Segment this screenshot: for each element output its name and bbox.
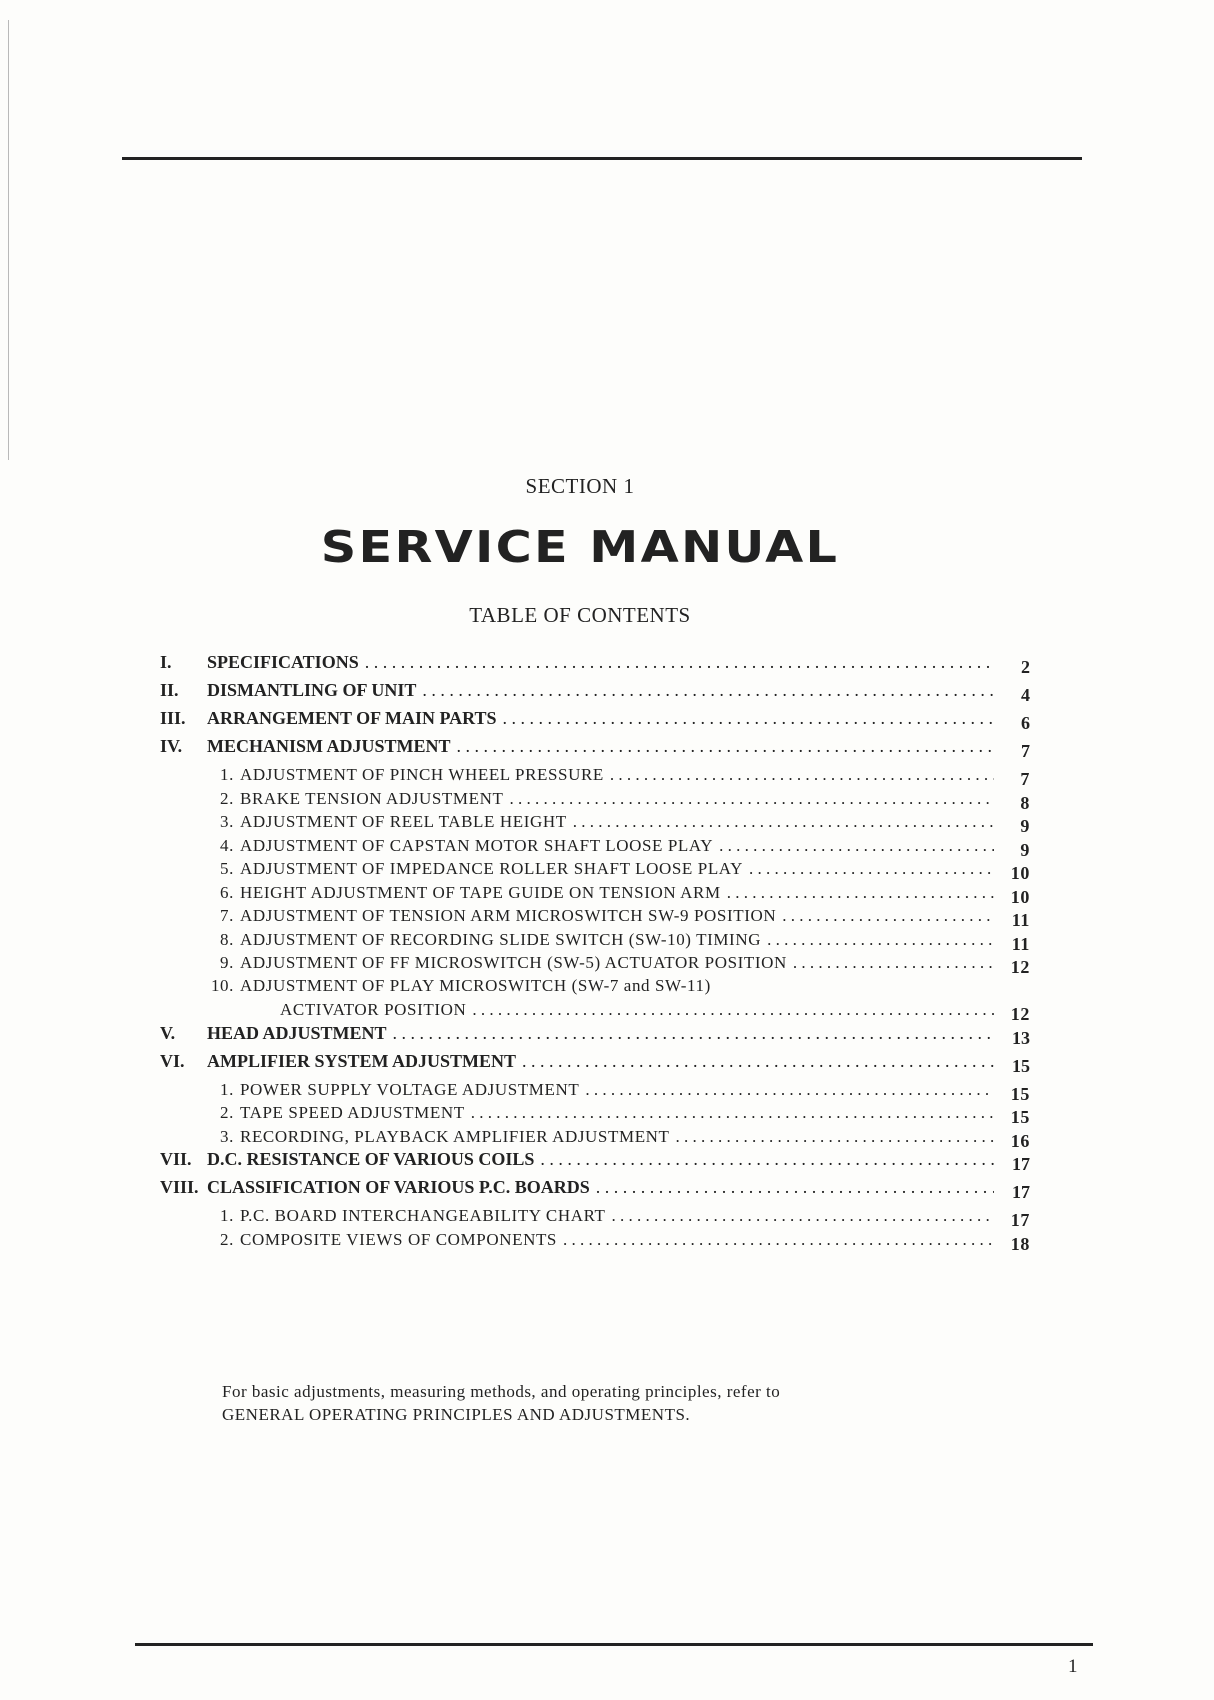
toc-subentry <box>160 764 1030 788</box>
toc-subentry-label: BRAKE TENSION ADJUSTMENT <box>240 788 504 808</box>
toc-subentry-continuation <box>160 999 1030 1023</box>
toc-subentry-label: ADJUSTMENT OF RECORDING SLIDE SWITCH (SW-10) TIMING <box>240 929 762 949</box>
toc-subentry-label: ADJUSTMENT OF CAPSTAN MOTOR SHAFT LOOSE PLAY <box>240 835 714 855</box>
top-rule <box>122 157 1082 160</box>
toc-subentry-page: 8 <box>1020 792 1030 813</box>
toc-heading: TABLE OF CONTENTS <box>469 603 691 627</box>
toc-subentry-page: 15 <box>1010 1107 1030 1127</box>
toc-entry-page: 2 <box>1021 657 1030 677</box>
page-number: 1 <box>1068 1656 1078 1677</box>
toc-subentry <box>160 835 1030 859</box>
toc-subentry-index: 1. <box>220 765 234 784</box>
toc-entry-label: MECHANISM ADJUSTMENT <box>207 736 451 756</box>
toc-subentry-page: 7 <box>1020 769 1030 789</box>
toc-leader-dots <box>365 652 994 673</box>
toc-entry <box>160 1149 1030 1177</box>
toc-subentry-page: 16 <box>1010 1130 1030 1151</box>
toc-subentry <box>160 1079 1030 1103</box>
toc-entry <box>160 1051 1030 1079</box>
reference-note-line-2: GENERAL OPERATING PRINCIPLES AND ADJUSTMENTS. <box>222 1405 691 1424</box>
toc-leader-dots <box>676 1127 994 1147</box>
toc-subentry-index: 3. <box>220 812 234 831</box>
toc-leader-dots <box>471 1103 994 1123</box>
reference-note-line-1: For basic adjustments, measuring methods, and operating principles, refer to <box>222 1382 781 1401</box>
toc-entry-page: 13 <box>1012 1027 1030 1048</box>
toc-entry-number: VII. <box>160 1149 192 1169</box>
toc-subentry-page: 10 <box>1010 863 1030 883</box>
toc-entry-page: 4 <box>1021 685 1030 705</box>
toc-leader-dots <box>509 789 994 809</box>
toc-entry-label: DISMANTLING OF UNIT <box>207 680 417 700</box>
toc-subentry-page: 12 <box>1010 957 1030 977</box>
toc-entry-number: VIII. <box>160 1177 199 1197</box>
toc-leader-dots <box>422 680 994 701</box>
toc-subentry-label: POWER SUPPLY VOLTAGE ADJUSTMENT <box>240 1079 580 1099</box>
toc-leader-dots <box>522 1051 994 1072</box>
toc-subentry-label: ADJUSTMENT OF PINCH WHEEL PRESSURE <box>240 765 604 784</box>
toc-entry-label: SPECIFICATIONS <box>207 652 359 672</box>
toc-subentry-label: RECORDING, PLAYBACK AMPLIFIER ADJUSTMENT <box>240 1126 670 1146</box>
toc-subentry-page: 15 <box>1010 1083 1030 1104</box>
toc-subentry <box>160 1229 1030 1253</box>
toc-subentry <box>160 1126 1030 1150</box>
section-label: SECTION 1 <box>525 474 635 498</box>
toc-subentry-page: 11 <box>1011 933 1030 954</box>
toc-subentry <box>160 811 1030 835</box>
toc-subentry <box>160 1205 1030 1229</box>
toc-entry-label: D.C. RESISTANCE OF VARIOUS COILS <box>207 1149 535 1169</box>
toc-entry <box>160 708 1030 736</box>
toc-leader-dots <box>585 1080 994 1100</box>
toc-entry-number: VI. <box>160 1050 185 1071</box>
toc-subentry-label: HEIGHT ADJUSTMENT OF TAPE GUIDE ON TENSION ARM <box>240 882 721 902</box>
toc-leader-dots <box>596 1177 994 1198</box>
toc-entry-number: I. <box>160 652 172 672</box>
toc-entry-page: 17 <box>1012 1154 1030 1174</box>
toc-entry-label: CLASSIFICATION OF VARIOUS P.C. BOARDS <box>207 1177 590 1197</box>
toc-entry-page: 6 <box>1021 713 1030 733</box>
toc-leader-dots <box>563 1230 994 1250</box>
toc-leader-dots <box>610 765 994 785</box>
toc-leader-dots <box>767 930 994 950</box>
toc-entry-number: III. <box>160 708 186 728</box>
toc-subentry-label: ADJUSTMENT OF TENSION ARM MICROSWITCH SW-9 POSITION <box>240 906 777 925</box>
toc-subentry-label: COMPOSITE VIEWS OF COMPONENTS <box>240 1229 557 1249</box>
toc-subentry-index: 1. <box>220 1206 234 1225</box>
table-of-contents <box>160 652 1030 1252</box>
toc-subentry-index: 5. <box>220 859 234 878</box>
toc-leader-dots <box>457 736 994 757</box>
toc-entry-label: AMPLIFIER SYSTEM ADJUSTMENT <box>207 1050 517 1071</box>
toc-leader-dots <box>503 708 994 729</box>
toc-entry-page: 17 <box>1012 1182 1030 1202</box>
toc-subentry-index: 9. <box>220 953 234 972</box>
toc-subentry-index: 8. <box>220 929 234 949</box>
toc-leader-dots <box>749 859 994 879</box>
reference-note <box>222 1380 780 1426</box>
document-title: SERVICE MANUAL <box>320 522 840 573</box>
toc-subentry-index: 1. <box>220 1079 234 1099</box>
toc-subentry-page: 9 <box>1020 816 1030 836</box>
toc-subentry-index: 6. <box>220 882 234 902</box>
toc-leader-dots <box>793 953 994 973</box>
toc-leader-dots <box>727 883 994 903</box>
toc-leader-dots <box>719 836 994 856</box>
toc-subentry-page: 12 <box>1010 1004 1030 1024</box>
toc-subentry-page: 11 <box>1011 910 1030 930</box>
toc-subentry-page: 17 <box>1010 1210 1030 1230</box>
toc-entry <box>160 1177 1030 1205</box>
toc-subentry-label: ADJUSTMENT OF IMPEDANCE ROLLER SHAFT LOOSE PLAY <box>240 859 743 878</box>
toc-leader-dots <box>612 1206 995 1226</box>
toc-subentry-label: ADJUSTMENT OF REEL TABLE HEIGHT <box>240 812 567 831</box>
toc-entry-label: ARRANGEMENT OF MAIN PARTS <box>207 708 497 728</box>
toc-subentry-index: 2. <box>220 788 234 808</box>
toc-subentry-page: 18 <box>1010 1233 1030 1254</box>
toc-entry <box>160 736 1030 764</box>
toc-entry-number: II. <box>160 680 179 700</box>
toc-leader-dots <box>393 1023 994 1044</box>
toc-subentry-label: ADJUSTMENT OF PLAY MICROSWITCH (SW-7 and SW-11) <box>240 975 711 995</box>
toc-subentry-index: 3. <box>220 1126 234 1146</box>
toc-leader-dots <box>573 812 994 832</box>
scan-margin-line <box>8 20 9 460</box>
toc-leader-dots <box>782 906 994 926</box>
toc-subentry-label-continued: ACTIVATOR POSITION <box>280 1000 467 1019</box>
toc-entry-number: IV. <box>160 736 183 756</box>
toc-entry-label: HEAD ADJUSTMENT <box>207 1022 387 1043</box>
toc-leader-dots <box>472 1000 994 1020</box>
toc-subentry <box>160 788 1030 812</box>
toc-subentry-index: 4. <box>220 835 234 855</box>
toc-entry <box>160 680 1030 708</box>
toc-entry <box>160 1023 1030 1051</box>
toc-subentry <box>160 905 1030 929</box>
toc-entry-page: 7 <box>1021 741 1030 761</box>
toc-subentry-label: ADJUSTMENT OF FF MICROSWITCH (SW-5) ACTUATOR POSITION <box>240 953 787 972</box>
toc-entry <box>160 652 1030 680</box>
toc-entry-number: V. <box>160 1022 176 1043</box>
toc-subentry-index: 7. <box>220 906 234 925</box>
toc-subentry-label: TAPE SPEED ADJUSTMENT <box>240 1103 465 1122</box>
toc-entry-page: 15 <box>1012 1055 1030 1076</box>
toc-leader-dots <box>540 1149 994 1170</box>
toc-subentry-label: P.C. BOARD INTERCHANGEABILITY CHART <box>240 1206 606 1225</box>
toc-subentry-page: 9 <box>1020 839 1030 860</box>
bottom-rule <box>135 1643 1093 1646</box>
toc-subentry <box>160 929 1030 953</box>
toc-subentry <box>160 882 1030 906</box>
toc-subentry <box>160 858 1030 882</box>
toc-subentry <box>160 952 1030 976</box>
toc-subentry-page: 10 <box>1010 886 1030 907</box>
toc-subentry-index: 2. <box>220 1103 234 1122</box>
toc-subentry <box>160 976 1030 1000</box>
toc-subentry-index: 10. <box>210 975 234 995</box>
toc-subentry <box>160 1102 1030 1126</box>
toc-subentry-index: 2. <box>220 1229 234 1249</box>
